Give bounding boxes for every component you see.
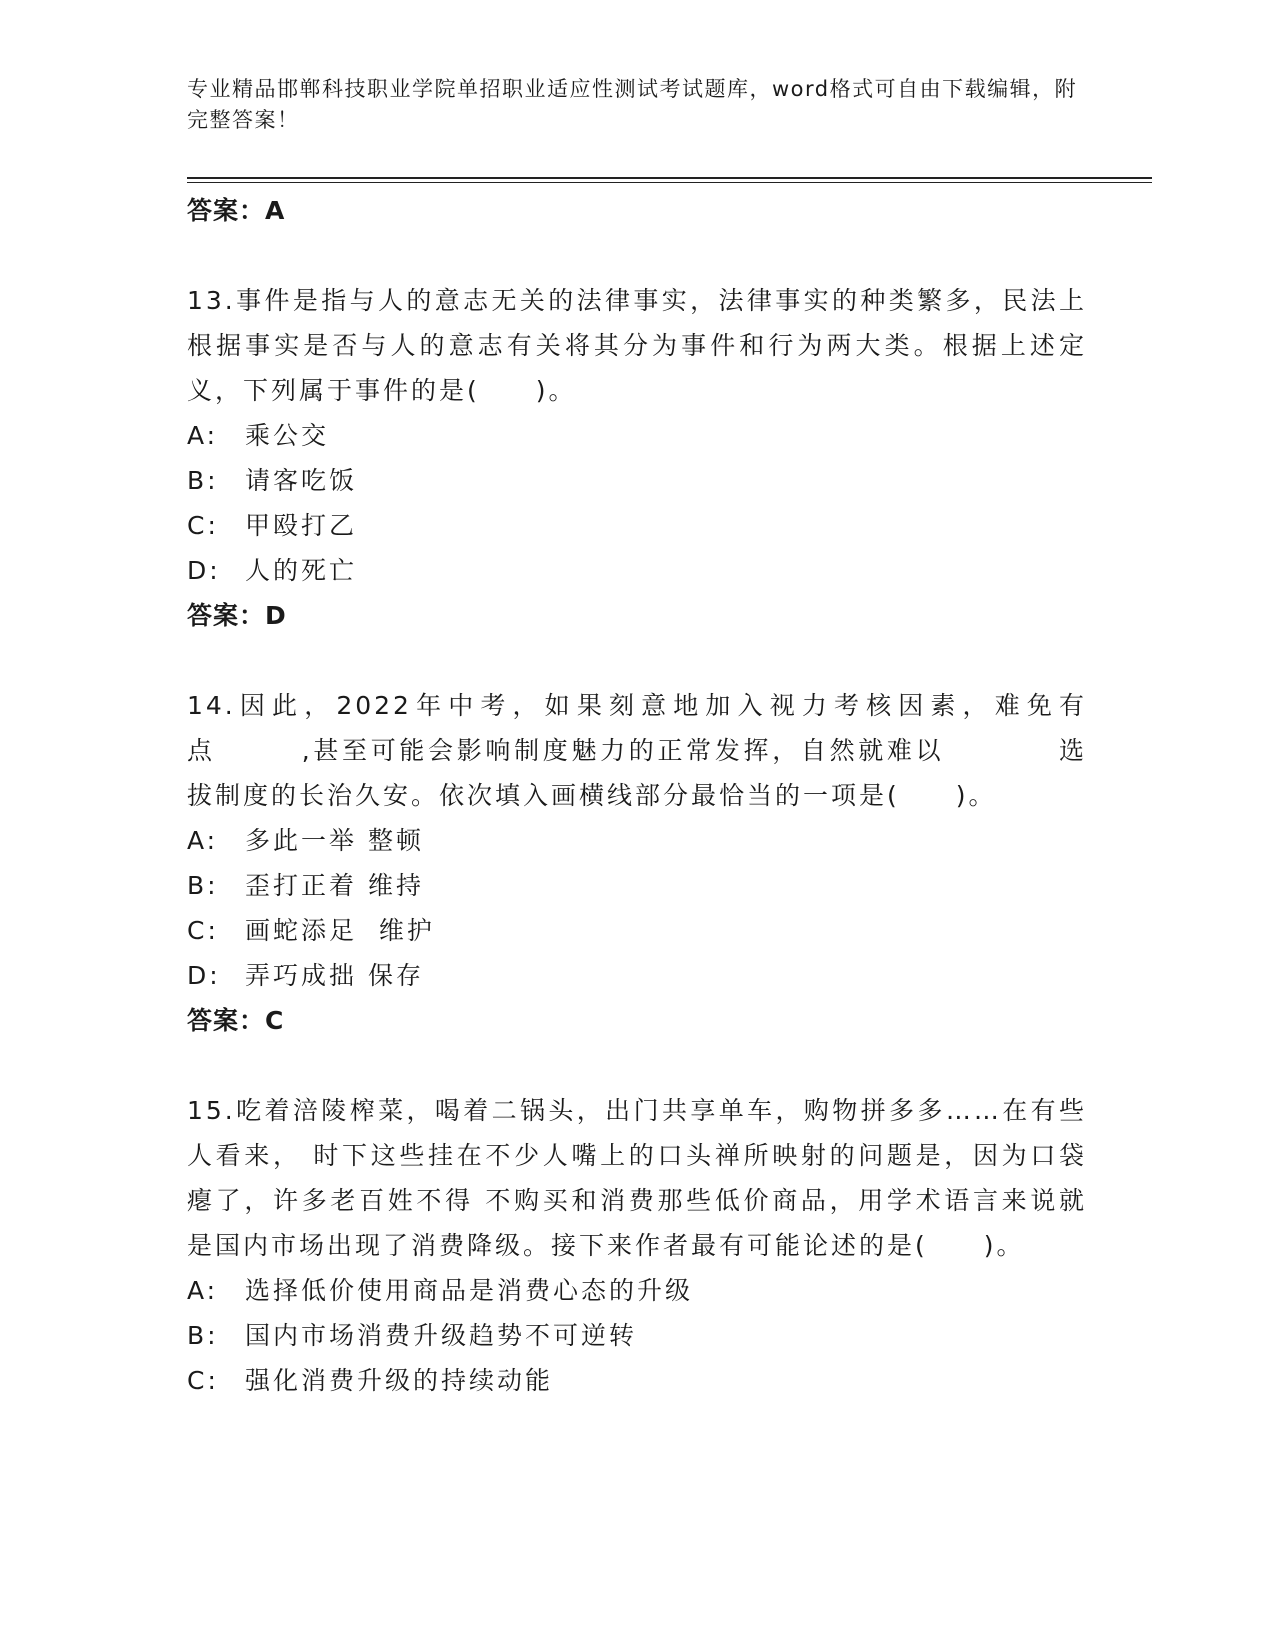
header-divider-thick xyxy=(187,177,1152,179)
option-b xyxy=(187,863,1087,908)
document-body xyxy=(187,188,1087,1403)
option-c xyxy=(187,1358,1087,1403)
option-text: 歪打正着 维持 xyxy=(245,871,424,900)
option-b xyxy=(187,458,1087,503)
option-letter: D: xyxy=(187,961,221,990)
option-c xyxy=(187,503,1087,548)
option-a xyxy=(187,1268,1087,1313)
page-header: 专业精品邯郸科技职业学院单招职业适应性测试考试题库，word格式可自由下载编辑，附完整答案！ xyxy=(187,77,1078,132)
option-text: 乘公交 xyxy=(245,421,330,450)
option-d xyxy=(187,953,1087,998)
option-letter: B: xyxy=(187,1321,219,1350)
question-13 xyxy=(187,278,1087,638)
option-d xyxy=(187,548,1087,593)
option-letter: C: xyxy=(187,916,219,945)
option-letter: A: xyxy=(187,421,219,450)
option-text: 请客吃饭 xyxy=(245,466,358,495)
option-a xyxy=(187,413,1087,458)
answer-line: 答案：A xyxy=(187,196,286,225)
option-text: 选择低价使用商品是消费心态的升级 xyxy=(245,1276,694,1305)
option-letter: C: xyxy=(187,511,219,540)
option-text: 多此一举 整顿 xyxy=(245,826,424,855)
question-15 xyxy=(187,1088,1087,1403)
option-c xyxy=(187,908,1087,953)
option-b xyxy=(187,1313,1087,1358)
option-letter: B: xyxy=(187,871,219,900)
header-divider-thin xyxy=(187,182,1152,183)
option-text: 强化消费升级的持续动能 xyxy=(245,1366,554,1395)
option-letter: A: xyxy=(187,1276,219,1305)
option-text: 弄巧成拙 保存 xyxy=(245,961,424,990)
question-14 xyxy=(187,683,1087,1043)
option-text: 人的死亡 xyxy=(245,556,358,585)
option-text: 画蛇添足 维护 xyxy=(245,916,435,945)
option-text: 国内市场消费升级趋势不可逆转 xyxy=(245,1321,638,1350)
option-letter: B: xyxy=(187,466,219,495)
option-letter: C: xyxy=(187,1366,219,1395)
option-text: 甲殴打乙 xyxy=(245,511,358,540)
question-text: 13.事件是指与人的意志无关的法律事实，法律事实的种类繁多，民法上根据事实是否与人的意志有关将其分为事件和行为两大类。根据上述定义，下列属于事件的是( )。 xyxy=(187,286,1087,405)
option-letter: D: xyxy=(187,556,221,585)
option-letter: A: xyxy=(187,826,219,855)
question-text: 15.吃着涪陵榨菜，喝着二锅头，出门共享单车，购物拼多多……在有些人看来， 时下这些挂在不少人嘴上的口头禅所映射的问题是，因为口袋瘪了，许多老百姓不得 不购买和消费那些低价商品，用学术语言来说就是国内市场出现了消费降级。接下来作者最有可能论述的是( )。 xyxy=(187,1096,1087,1260)
option-a xyxy=(187,818,1087,863)
question-text: 14.因此，2022年中考，如果刻意地加入视力考核因素，难免有点 ,甚至可能会影响制度魅力的正常发挥，自然就难以 选拔制度的长治久安。依次填入画横线部分最恰当的一项是( )。 xyxy=(187,691,1087,810)
answer-line: 答案：D xyxy=(187,601,287,630)
answer-line: 答案：C xyxy=(187,1006,285,1035)
